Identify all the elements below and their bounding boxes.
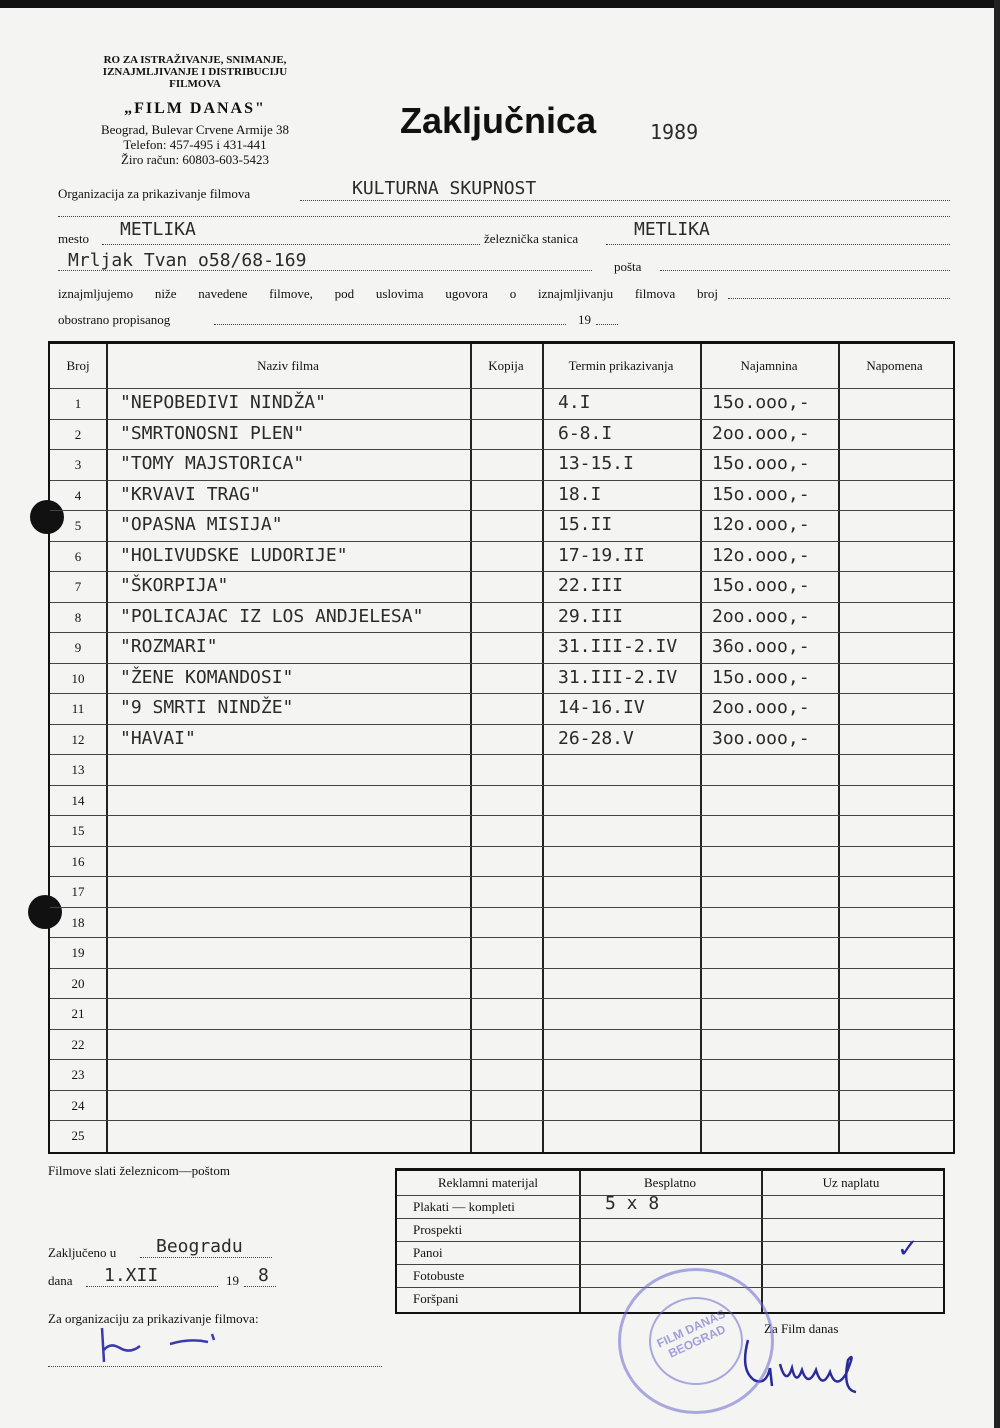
page-top-edge [0,0,1000,8]
promo-col-header: Uz naplatu [822,1175,880,1190]
row-number: 22 [71,1036,85,1052]
screening-term[interactable]: 17-19.II [558,544,645,566]
org-line: IZNAJMLJIVANJE I DISTRIBUCIJU [102,66,288,78]
row-number: 19 [71,945,85,960]
rental-fee[interactable]: 15o.ooo,- [712,392,810,413]
row-number: 25 [71,1128,85,1143]
row-divider [50,419,953,420]
table-row [50,998,953,1029]
row-number: 21 [71,1006,85,1021]
company-name: „FILM DANAS" [124,100,266,117]
screening-term[interactable]: 22.III [558,575,624,596]
film-title[interactable]: "HOLIVUDSKE LUDORIJE" [120,544,348,566]
table-row [50,876,953,907]
row-divider [50,388,953,389]
rental-fee[interactable]: 2oo.ooo,- [712,422,810,444]
film-title[interactable]: "ŠKORPIJA" [120,575,229,596]
table-row [50,1120,953,1151]
col-header-napomena: Napomena [866,358,923,373]
org-signature [90,1320,230,1370]
screening-term[interactable]: 29.III [558,605,624,627]
film-title[interactable]: "NEPOBEDIVI NINDŽA" [120,392,326,413]
org-sign-label: Za organizaciju za prikazivanje filmova: [48,1311,259,1326]
table-row [50,480,953,511]
row-number: 11 [71,701,85,716]
row-divider [50,1029,953,1030]
screening-term[interactable]: 31.III-2.IV [558,636,678,657]
rental-fee[interactable]: 12o.ooo,- [712,544,810,566]
row-divider [50,571,953,572]
film-title[interactable]: "POLICAJAC IZ LOS ANDJELESA" [120,605,424,627]
screening-term[interactable]: 6-8.I [558,422,613,444]
table-row [50,602,953,633]
col-header-kopija: Kopija [488,358,524,373]
shipping-text: Filmove slati železnicom—poštom [48,1163,230,1178]
station-value[interactable]: METLIKA [634,219,710,240]
promo-paid-value[interactable]: ✓ [897,1233,919,1263]
row-divider [50,724,953,725]
row-number: 7 [74,579,82,594]
page-right-edge [994,0,1000,1428]
rental-fee[interactable]: 2oo.ooo,- [712,697,810,718]
promo-col-header: Besplatno [644,1175,696,1190]
station-label: železnička stanica [484,231,579,246]
row-divider [50,663,953,664]
table-row [50,1029,953,1060]
phone: Telefon: 457-495 i 431-441 [123,137,267,152]
table-row [50,449,953,480]
promo-item: Panoi [413,1245,443,1260]
concluded-line [140,1257,272,1258]
row-divider [50,815,953,816]
row-number: 12 [71,731,85,747]
film-title[interactable]: "KRVAVI TRAG" [120,483,261,505]
col-header-broj: Broj [66,358,90,373]
promo-item: Foršpani [413,1291,459,1306]
address: Beograd, Bulevar Crvene Armije 38 [100,122,290,137]
row-divider [50,937,953,938]
rental-fee[interactable]: 15o.ooo,- [712,666,810,688]
row-divider [397,1218,943,1219]
table-row [50,419,953,450]
promo-item: Plakati — kompleti [413,1199,515,1214]
row-number: 13 [71,762,85,777]
row-divider [50,541,953,542]
org-sign-line [48,1366,382,1367]
row-number: 3 [74,457,82,472]
col-header-naziv: Naziv filma [257,358,319,373]
organization-name [60,54,330,90]
row-divider [50,1059,953,1060]
table-row [50,815,953,846]
document-year: 1989 [650,120,699,144]
table-row [50,510,953,541]
row-number: 9 [74,640,82,655]
col-header-najamnina: Najamnina [740,358,798,373]
screening-term[interactable]: 13-15.I [558,453,634,474]
row-number: 10 [71,670,85,686]
screening-term[interactable]: 14-16.IV [558,697,645,718]
rental-fee[interactable]: 12o.ooo,- [712,514,810,535]
film-title[interactable]: "HAVAI" [120,727,196,749]
mesto-value[interactable]: METLIKA [120,219,196,240]
stamp-text: FILM DANAS BEOGRAD [654,1306,728,1361]
row-number: 18 [71,914,85,930]
table-row [50,937,953,968]
company-stamp [618,1268,774,1414]
row-divider [397,1264,943,1265]
row-number: 2 [74,426,82,442]
row-divider [50,632,953,633]
row-divider [397,1241,943,1242]
rental-fee[interactable]: 15o.ooo,- [712,453,810,474]
account-number: Žiro račun: 60803-603-5423 [120,152,270,167]
row-divider [50,602,953,603]
date-year-prefix: 19 [226,1273,239,1288]
company-contact [60,122,330,167]
row-divider [50,1120,953,1121]
row-divider [50,754,953,755]
row-number: 23 [71,1067,85,1082]
row-divider [397,1195,943,1196]
table-row [50,541,953,572]
promo-free-value[interactable]: 5 x 8 [605,1193,660,1214]
table-row [50,632,953,663]
org-field-value[interactable]: KULTURNA SKUPNOST [352,178,537,199]
obostrano-line [214,324,566,325]
rental-fee[interactable]: 15o.ooo,- [712,575,810,596]
row-divider [50,480,953,481]
film-danas-sign-label: Za Film danas [764,1321,839,1336]
table-row [50,907,953,938]
row-divider [50,907,953,908]
obostrano-year: 19 [578,312,591,327]
row-divider [50,449,953,450]
film-title[interactable]: "SMRTONOSNI PLEN" [120,422,305,444]
table-row [50,785,953,816]
table-row [50,388,953,419]
row-number: 4 [74,487,82,503]
table-row [50,968,953,999]
person-value[interactable]: Mrljak Tvan o58/68-169 [68,250,307,271]
film-title[interactable]: "TOMY MAJSTORICA" [120,453,305,474]
table-row [50,571,953,602]
row-number: 17 [71,884,85,899]
table-row [50,663,953,694]
row-divider [50,998,953,999]
date-line [86,1286,218,1287]
mesto-label: mesto [58,231,90,246]
row-number: 24 [71,1097,85,1113]
org-line: RO ZA ISTRAŽIVANJE, SNIMANJE, [103,54,287,66]
film-title[interactable]: "9 SMRTI NINDŽE" [120,697,294,718]
obostrano-year-line [596,324,618,325]
promo-item: Fotobuste [413,1268,465,1283]
row-number: 20 [71,975,85,991]
screening-term[interactable]: 15.II [558,514,613,535]
mesto-line [102,244,480,245]
films-table [48,341,955,1154]
org-line: FILMOVA [169,78,221,90]
rental-fee[interactable]: 15o.ooo,- [712,483,810,505]
table-row [50,846,953,877]
posta-label: pošta [614,259,642,274]
row-number: 8 [74,609,82,625]
screening-term[interactable]: 18.I [558,483,602,505]
date-label: dana [48,1273,73,1288]
row-number: 15 [71,823,85,838]
table-row [50,693,953,724]
date-value[interactable]: 1.XII [104,1265,159,1286]
org-field-line [300,200,950,201]
row-number: 5 [74,518,82,533]
row-number: 6 [74,548,82,564]
obostrano-label: obostrano propisanog [58,312,171,327]
film-title[interactable]: "ŽENE KOMANDOSI" [120,666,294,688]
row-divider [50,1090,953,1091]
date-year-line [244,1286,276,1287]
rental-fee[interactable]: 2oo.ooo,- [712,605,810,627]
screening-term[interactable]: 31.III-2.IV [558,666,678,688]
table-row [50,1059,953,1090]
station-line [606,244,950,245]
row-number: 16 [71,853,85,869]
film-title[interactable]: "OPASNA MISIJA" [120,514,283,535]
document-title: Zaključnica [400,100,597,141]
table-row [50,724,953,755]
screening-term[interactable]: 26-28.V [558,727,634,749]
row-divider [50,693,953,694]
concluded-place[interactable]: Beogradu [156,1236,243,1257]
rental-fee[interactable]: 3oo.ooo,- [712,727,810,749]
promo-col-header: Reklamni materijal [438,1175,538,1190]
table-row [50,1090,953,1121]
film-title[interactable]: "ROZMARI" [120,636,218,657]
row-number: 14 [71,792,85,808]
posta-line [660,270,950,271]
date-year-suffix[interactable]: 8 [258,1265,269,1286]
row-number: 1 [74,396,82,411]
contract-text: iznajmljujemo niže navedene filmove, pod uslovima ugovora o iznajmljivanju filmova broj [58,286,718,301]
row-divider [50,785,953,786]
promo-item: Prospekti [413,1222,463,1237]
screening-term[interactable]: 4.I [558,392,591,413]
row-divider [50,968,953,969]
org-field-line-2 [58,216,950,217]
org-field-label: Organizacija za prikazivanje filmova [58,186,251,201]
row-divider [50,876,953,877]
row-divider [50,846,953,847]
table-row [50,754,953,785]
concluded-label: Zaključeno u [48,1245,117,1260]
rental-fee[interactable]: 36o.ooo,- [712,636,810,657]
col-header-termin: Termin prikazivanja [568,358,674,373]
contract-number-line [728,298,950,299]
row-divider [50,510,953,511]
